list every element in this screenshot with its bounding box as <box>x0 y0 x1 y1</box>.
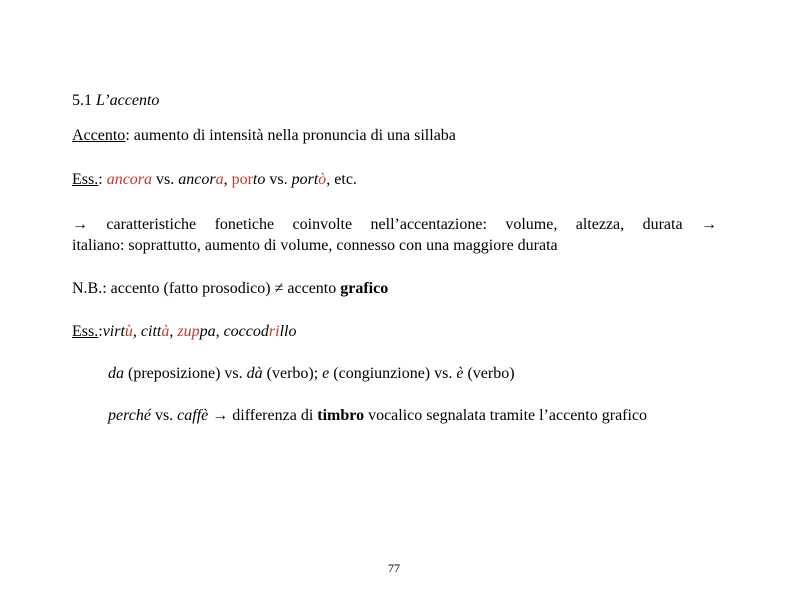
section-title: L’accento <box>96 92 160 109</box>
example-word: coccod <box>223 323 269 340</box>
features-line-2: italiano: soprattutto, aumento di volume, connesso con una maggiore durata <box>72 237 558 254</box>
example-word: caffè <box>177 407 209 424</box>
example-word: virt <box>102 323 125 340</box>
example-word: perché <box>108 407 151 424</box>
example-word: è <box>456 365 464 382</box>
example-word: da <box>108 365 124 382</box>
nb-bold: grafico <box>340 280 389 297</box>
examples-label: Ess. <box>72 323 99 340</box>
example-word: citt <box>140 323 162 340</box>
definition-term: Accento <box>72 127 126 144</box>
nb-text: N.B.: accento (fatto prosodico) ≠ accento <box>72 280 341 297</box>
section-number: 5.1 <box>72 92 92 109</box>
timbre-bold: timbro <box>317 407 365 424</box>
homographs-line: da (preposizione) vs. dà (verbo); e (congiunzione) vs. è (verbo) <box>108 365 515 382</box>
section-heading <box>72 91 159 111</box>
example-word: port <box>291 171 319 188</box>
example-word: ancor <box>178 171 216 188</box>
nb-line <box>72 279 388 299</box>
example-word: e <box>322 365 330 382</box>
timbre-line: perché vs. caffè → differenza di timbro vocalico segnalata tramite l’accento grafico <box>108 407 648 424</box>
example-word: dà <box>246 365 263 382</box>
example-word: por <box>231 171 253 188</box>
examples-line-1: Ess.: ancora vs. ancora, porto vs. portò, etc. <box>72 171 357 188</box>
example-word: zup <box>177 323 200 340</box>
examples-line-2: Ess.:virtù, città, zuppa, coccodrillo <box>72 323 297 340</box>
examples-label: Ess. <box>72 171 99 188</box>
features-line-1: → caratteristiche fonetiche coinvolte nell’accentazione: volume, altezza, durata → <box>72 216 717 233</box>
page-number: 77 <box>388 561 400 575</box>
definition-text: : aumento di intensità nella pronuncia di una sillaba <box>125 127 456 144</box>
definition-line <box>72 126 456 146</box>
example-word: ancora <box>106 171 153 188</box>
